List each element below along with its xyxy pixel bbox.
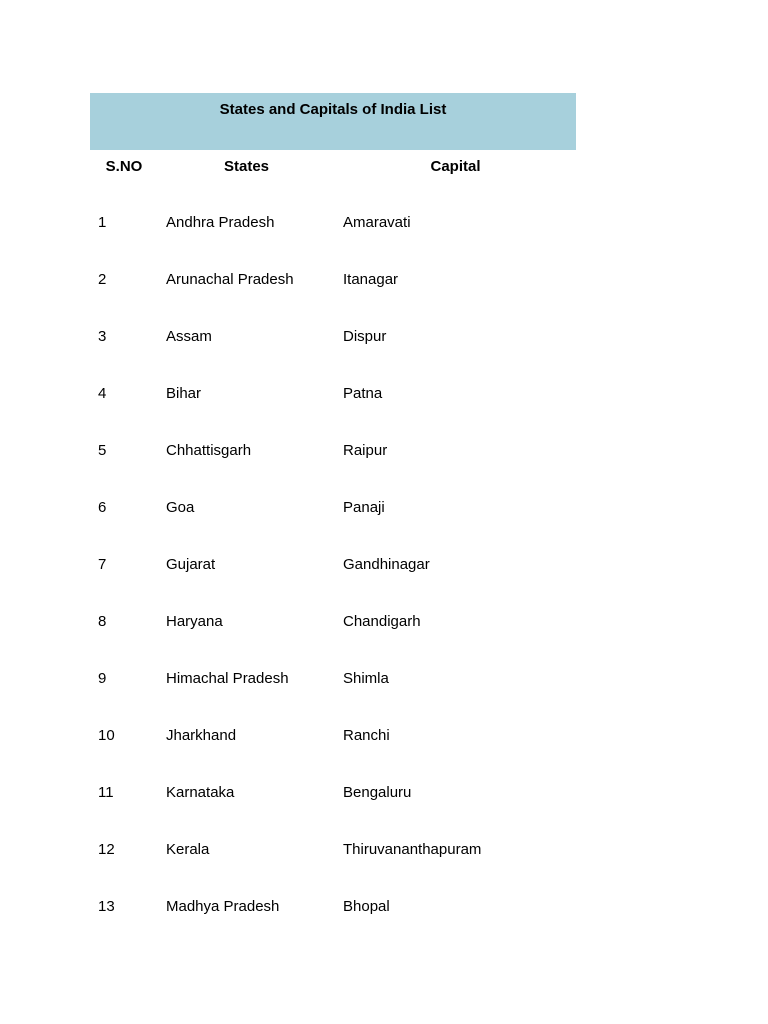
header-states: States	[223, 158, 270, 175]
cell-capital: Gandhinagar	[343, 556, 430, 573]
table-row	[90, 264, 576, 321]
table-row	[90, 321, 576, 378]
cell-capital: Ranchi	[343, 727, 390, 744]
cell-capital: Bhopal	[343, 898, 390, 915]
table-row	[90, 435, 576, 492]
cell-capital: Panaji	[343, 499, 385, 516]
table-row	[90, 606, 576, 663]
cell-state: Madhya Pradesh	[166, 898, 280, 915]
cell-capital: Patna	[343, 385, 383, 402]
cell-sno: 11	[98, 784, 114, 801]
table-row	[90, 549, 576, 606]
title-band	[90, 93, 576, 150]
cell-capital: Thiruvananthapuram	[343, 841, 482, 858]
cell-capital: Itanagar	[343, 271, 399, 288]
cell-sno: 12	[98, 841, 115, 858]
table-row	[90, 834, 576, 891]
cell-capital: Chandigarh	[343, 613, 421, 630]
cell-state: Kerala	[166, 841, 210, 858]
cell-sno: 8	[98, 613, 107, 630]
cell-sno: 6	[98, 499, 107, 516]
cell-sno: 3	[98, 328, 107, 345]
cell-state: Haryana	[166, 613, 223, 630]
table-row	[90, 663, 576, 720]
cell-sno: 13	[98, 898, 115, 915]
cell-state: Karnataka	[166, 784, 235, 801]
cell-state: Himachal Pradesh	[166, 670, 289, 687]
table-row	[90, 207, 576, 264]
cell-capital: Shimla	[343, 670, 389, 687]
cell-state: Jharkhand	[166, 727, 237, 744]
states-table	[90, 150, 576, 948]
cell-capital: Bengaluru	[343, 784, 412, 801]
table-row	[90, 720, 576, 777]
cell-capital: Raipur	[343, 442, 388, 459]
table-row	[90, 378, 576, 435]
cell-sno: 10	[98, 727, 115, 744]
page-title: States and Capitals of India List	[219, 101, 447, 118]
cell-sno: 9	[98, 670, 107, 687]
cell-state: Arunachal Pradesh	[166, 271, 294, 288]
table-row	[90, 777, 576, 834]
cell-state: Bihar	[166, 385, 202, 402]
cell-state: Assam	[166, 328, 212, 345]
cell-sno: 1	[98, 214, 107, 231]
cell-capital: Dispur	[343, 328, 387, 345]
cell-state: Goa	[166, 499, 195, 516]
cell-sno: 7	[98, 556, 107, 573]
cell-sno: 4	[98, 385, 107, 402]
header-capital: Capital	[430, 158, 481, 175]
header-sno: S.NO	[105, 158, 143, 175]
cell-state: Chhattisgarh	[166, 442, 252, 459]
table-row	[90, 891, 576, 948]
cell-sno: 2	[98, 271, 107, 288]
table-header-row	[90, 150, 576, 207]
document-sheet	[90, 93, 576, 948]
cell-state: Gujarat	[166, 556, 216, 573]
table-row	[90, 492, 576, 549]
cell-sno: 5	[98, 442, 107, 459]
cell-capital: Amaravati	[343, 214, 411, 231]
cell-state: Andhra Pradesh	[166, 214, 275, 231]
